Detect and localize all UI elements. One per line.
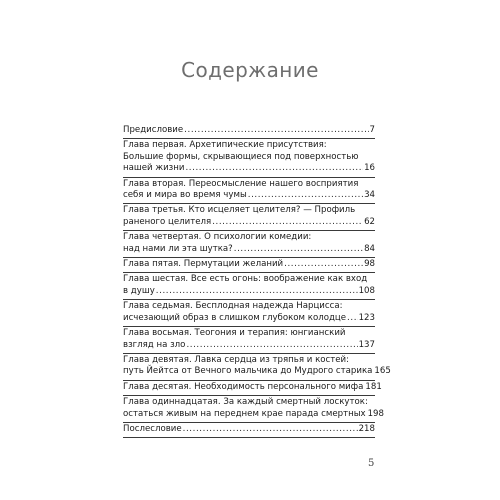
toc-entry-last-line [123,313,375,324]
toc-entry [123,231,375,258]
dot-leader [234,244,363,255]
toc-page-number: 62 [364,216,375,227]
toc-entry-title: Послесловие [123,423,182,434]
toc-entry [123,354,391,381]
toc-entry-title: в душу [123,285,155,296]
toc-page-number: 181 [365,381,382,392]
toc-entry-last-line [123,190,375,201]
toc-entry-last-line [123,125,375,136]
toc-entry-title: путь Йейтса от Вечного мальчика до Мудрого старика [123,366,373,377]
dot-leader [212,217,363,228]
toc-entry-line: Глава восьмая. Теогония и терапия: юнгианский [123,328,346,339]
toc-entry-line: Глава шестая. Все есть огонь: воображение как вход [123,274,368,285]
toc-entry-title: Глава десятая. Необходимость персонального мифа [123,381,364,392]
toc-entry-last-line [123,424,375,435]
toc-entry-line: Глава четвертая. О психологии комедии: [123,232,312,243]
dot-leader [186,340,357,351]
toc-entry [123,258,375,273]
toc-entry-last-line [123,381,382,393]
toc-entry [123,300,375,327]
toc-entry-title: нашей жизни [123,163,185,174]
toc-page-number: 98 [364,259,375,270]
toc-entry-line: Глава девятая. Лавка сердца из тряпья и костей: [123,354,350,365]
toc-entry-last-line [123,340,375,351]
toc-entry-title: взгляд на зло [123,339,186,350]
toc-entry [123,273,375,300]
page-number: 5 [368,458,375,469]
toc-page-number: 16 [364,163,375,174]
toc-page-number: 84 [364,243,375,254]
dot-leader [183,424,358,435]
toc-entry-title: Предисловие [123,125,184,135]
toc-entry-line: Глава третья. Кто исцеляет целителя? — Профиль [123,205,356,216]
toc-entry-title: над нами ли эта шутка? [123,243,233,254]
toc-entry-line: Глава одиннадцатая. За каждый смертный лоскуток: [123,397,368,408]
toc-entry-title: раненого целителя [123,216,212,227]
dot-leader [284,259,363,270]
toc-entry [123,423,375,438]
toc-entry [123,327,375,354]
toc-entry-title: себя и мира во время чумы [123,190,247,201]
toc-entry-last-line [123,163,375,174]
toc-page-number: 108 [358,285,375,296]
toc-entry [123,204,375,231]
dot-leader [156,286,358,297]
toc-entry [123,178,375,205]
toc-entry-last-line [123,286,375,297]
toc-entry-last-line [123,244,375,255]
toc-page-number: 165 [374,366,391,377]
toc-page-number: 34 [364,190,375,201]
toc-entry-last-line [123,259,375,270]
toc-page-number: 137 [358,339,375,350]
toc-entry-title: исчезающий образ в слишком глубоком колодце [123,312,347,323]
toc-page-number: 123 [358,312,375,323]
page-title: Содержание [181,58,319,82]
toc-entry-line: Глава первая. Архетипические присутствия: [123,140,327,151]
dot-leader [347,313,358,324]
toc-page-number: 218 [358,423,375,434]
toc-entry [123,125,375,139]
toc-entry-last-line [123,408,384,420]
toc-page-number: 198 [367,408,384,419]
toc-entry-line: Глава седьмая. Бесплодная надежда Нарцисса: [123,301,343,312]
toc-entry-title: Глава пятая. Пермутации желаний [123,259,284,270]
toc-entry-line: Большие формы, скрывающиеся под поверхностью [123,151,359,162]
toc-entry-last-line [123,217,375,228]
toc-entry-line: Глава вторая. Переосмысление нашего восприятия [123,178,359,189]
toc-entry-last-line [123,366,391,377]
toc-entry [123,396,384,423]
dot-leader [248,190,363,201]
table-of-contents [123,125,391,438]
dot-leader [184,125,368,136]
toc-entry [123,381,382,396]
toc-page-number: 7 [369,125,375,135]
dot-leader [185,163,363,174]
toc-entry [123,139,375,177]
toc-entry-title: остаться живым на переднем крае парада смертных [123,408,366,419]
